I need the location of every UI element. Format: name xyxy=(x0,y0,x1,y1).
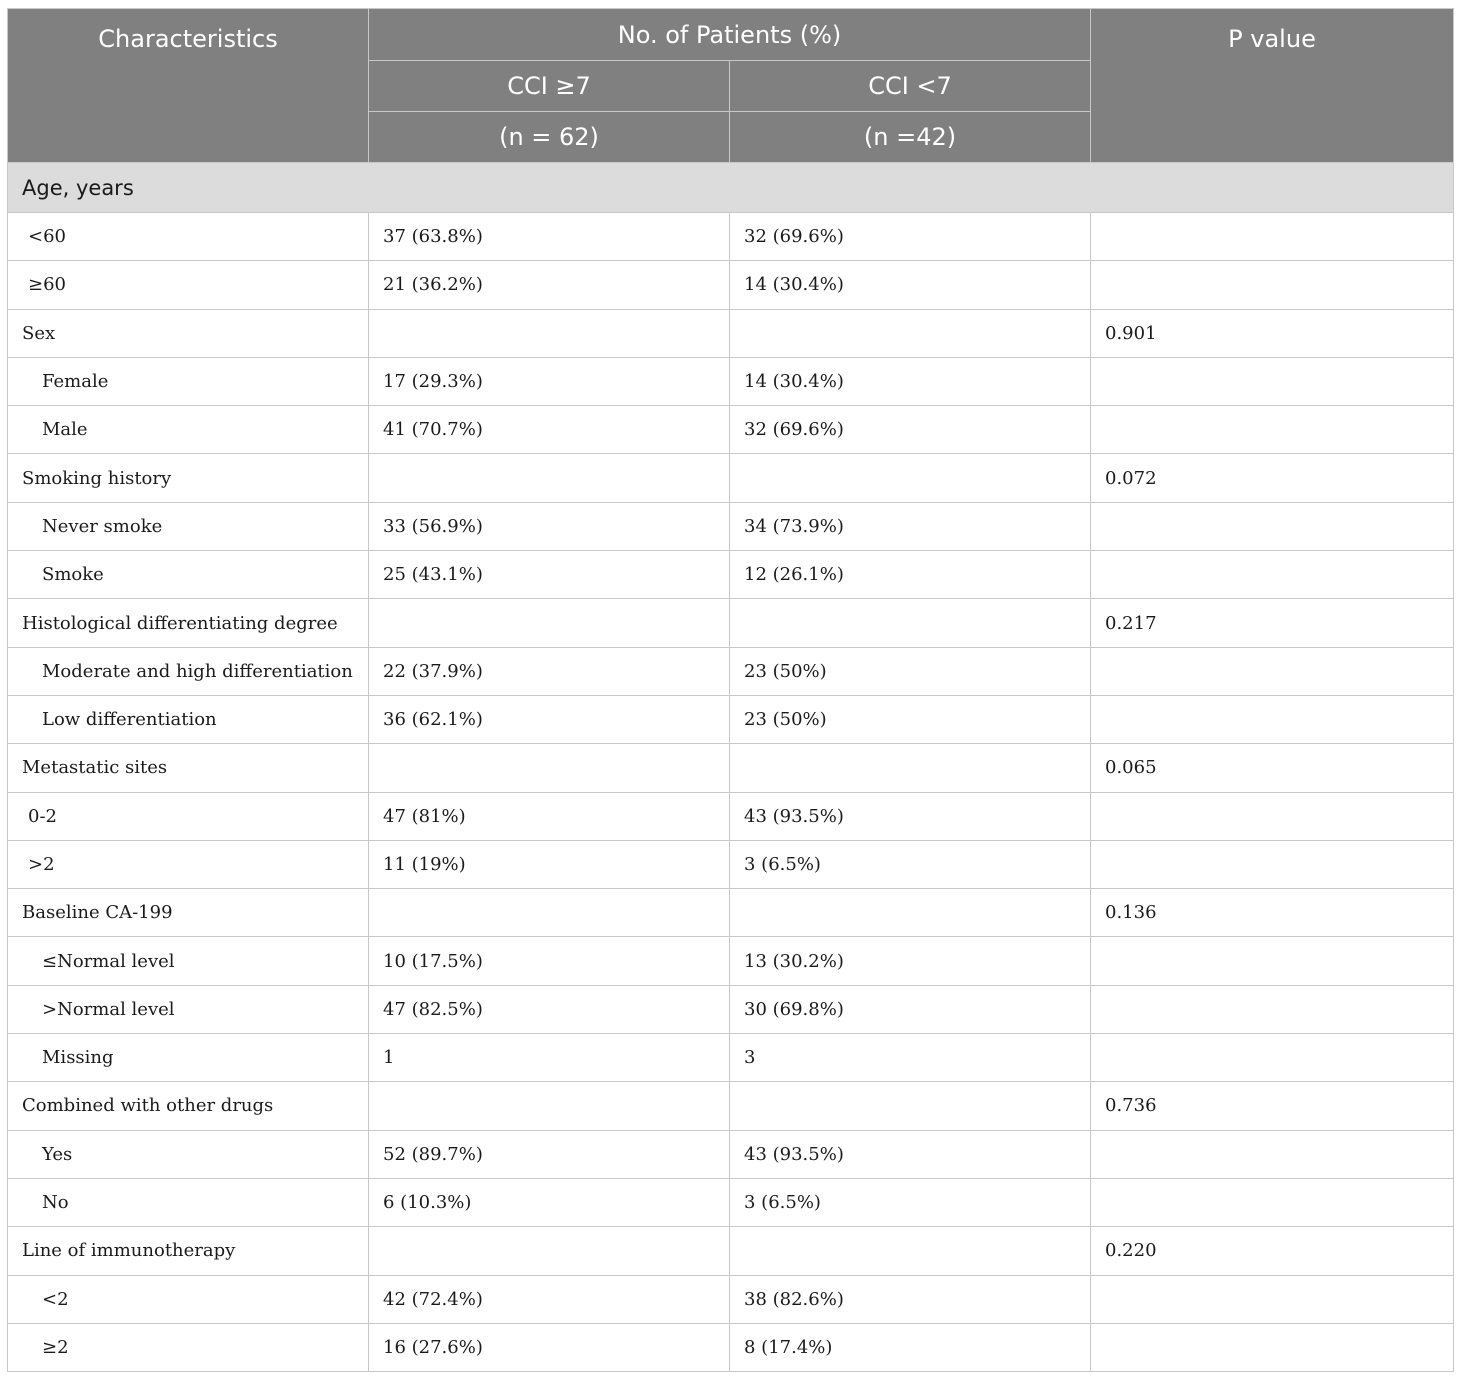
cell-pvalue xyxy=(1091,937,1454,985)
cell-cci-lt7 xyxy=(730,1082,1091,1130)
table-row xyxy=(8,454,1454,502)
cell-cci-ge7: 17 (29.3%) xyxy=(369,357,730,405)
row-label: Sex xyxy=(8,309,369,357)
cell-pvalue: 0.072 xyxy=(1091,454,1454,502)
cell-pvalue xyxy=(1091,406,1454,454)
cell-pvalue: 0.901 xyxy=(1091,309,1454,357)
cell-cci-lt7: 3 (6.5%) xyxy=(730,840,1091,888)
cell-pvalue xyxy=(1091,647,1454,695)
cell-cci-lt7: 8 (17.4%) xyxy=(730,1323,1091,1371)
row-label: Never smoke xyxy=(8,502,369,550)
cell-cci-ge7 xyxy=(369,744,730,792)
table-header xyxy=(8,9,1454,163)
cell-cci-ge7 xyxy=(369,1227,730,1275)
cell-cci-lt7 xyxy=(730,744,1091,792)
row-label: Smoke xyxy=(8,551,369,599)
table-row xyxy=(8,744,1454,792)
row-label: >Normal level xyxy=(8,985,369,1033)
cell-pvalue: 0.136 xyxy=(1091,889,1454,937)
cell-cci-ge7: 11 (19%) xyxy=(369,840,730,888)
table-row xyxy=(8,889,1454,937)
row-label: Female xyxy=(8,357,369,405)
table-row xyxy=(8,937,1454,985)
cell-cci-ge7 xyxy=(369,599,730,647)
table-row xyxy=(8,647,1454,695)
cell-pvalue: 0.736 xyxy=(1091,1082,1454,1130)
table-row xyxy=(8,1130,1454,1178)
header-n-group1: (n = 62) xyxy=(369,112,730,163)
cell-cci-lt7: 13 (30.2%) xyxy=(730,937,1091,985)
cell-pvalue xyxy=(1091,1323,1454,1371)
cell-pvalue xyxy=(1091,985,1454,1033)
header-n-group2: (n =42) xyxy=(730,112,1091,163)
section-row-age xyxy=(8,163,1454,213)
row-label: Smoking history xyxy=(8,454,369,502)
table-row xyxy=(8,357,1454,405)
patient-characteristics-table xyxy=(7,8,1454,1372)
cell-cci-lt7: 38 (82.6%) xyxy=(730,1275,1091,1323)
table-row xyxy=(8,502,1454,550)
cell-cci-lt7: 3 xyxy=(730,1034,1091,1082)
row-label: Line of immunotherapy xyxy=(8,1227,369,1275)
header-pvalue: P value xyxy=(1091,9,1454,163)
cell-pvalue xyxy=(1091,1130,1454,1178)
row-label: Male xyxy=(8,406,369,454)
header-group-cci-lt7: CCI <7 xyxy=(730,61,1091,112)
cell-cci-ge7: 33 (56.9%) xyxy=(369,502,730,550)
cell-pvalue xyxy=(1091,1178,1454,1226)
row-label: ≥2 xyxy=(8,1323,369,1371)
table-row xyxy=(8,695,1454,743)
cell-cci-lt7 xyxy=(730,454,1091,502)
table-row xyxy=(8,1227,1454,1275)
cell-cci-ge7: 36 (62.1%) xyxy=(369,695,730,743)
row-label: Low differentiation xyxy=(8,695,369,743)
cell-cci-ge7: 21 (36.2%) xyxy=(369,261,730,309)
row-label: Histological differentiating degree xyxy=(8,599,369,647)
cell-cci-lt7 xyxy=(730,1227,1091,1275)
cell-pvalue xyxy=(1091,792,1454,840)
cell-cci-lt7: 14 (30.4%) xyxy=(730,357,1091,405)
table-body xyxy=(8,163,1454,1372)
table-row xyxy=(8,261,1454,309)
cell-cci-lt7: 23 (50%) xyxy=(730,647,1091,695)
cell-cci-lt7: 14 (30.4%) xyxy=(730,261,1091,309)
row-label: ≥60 xyxy=(8,261,369,309)
header-characteristics: Characteristics xyxy=(8,9,369,163)
cell-pvalue xyxy=(1091,261,1454,309)
cell-cci-ge7 xyxy=(369,309,730,357)
table-row xyxy=(8,406,1454,454)
cell-pvalue: 0.217 xyxy=(1091,599,1454,647)
cell-pvalue xyxy=(1091,357,1454,405)
table-row xyxy=(8,599,1454,647)
cell-cci-ge7: 6 (10.3%) xyxy=(369,1178,730,1226)
cell-cci-lt7: 32 (69.6%) xyxy=(730,213,1091,261)
cell-pvalue xyxy=(1091,213,1454,261)
cell-cci-lt7: 32 (69.6%) xyxy=(730,406,1091,454)
table-row xyxy=(8,309,1454,357)
cell-cci-ge7: 22 (37.9%) xyxy=(369,647,730,695)
cell-pvalue: 0.220 xyxy=(1091,1227,1454,1275)
row-label: <60 xyxy=(8,213,369,261)
cell-cci-ge7: 47 (82.5%) xyxy=(369,985,730,1033)
table-row xyxy=(8,840,1454,888)
row-label: Metastatic sites xyxy=(8,744,369,792)
cell-cci-ge7: 16 (27.6%) xyxy=(369,1323,730,1371)
table-row xyxy=(8,1323,1454,1371)
cell-pvalue: 0.065 xyxy=(1091,744,1454,792)
cell-cci-ge7: 1 xyxy=(369,1034,730,1082)
row-label: 0-2 xyxy=(8,792,369,840)
cell-cci-lt7: 30 (69.8%) xyxy=(730,985,1091,1033)
section-label: Age, years xyxy=(8,163,1454,213)
cell-cci-ge7: 52 (89.7%) xyxy=(369,1130,730,1178)
row-label: Yes xyxy=(8,1130,369,1178)
cell-cci-lt7: 43 (93.5%) xyxy=(730,1130,1091,1178)
table-row xyxy=(8,985,1454,1033)
table-row xyxy=(8,551,1454,599)
cell-cci-ge7 xyxy=(369,889,730,937)
table-row xyxy=(8,1275,1454,1323)
cell-cci-lt7 xyxy=(730,309,1091,357)
cell-cci-ge7: 47 (81%) xyxy=(369,792,730,840)
cell-cci-lt7: 23 (50%) xyxy=(730,695,1091,743)
table-row xyxy=(8,1082,1454,1130)
cell-pvalue xyxy=(1091,1275,1454,1323)
header-patients: No. of Patients (%) xyxy=(369,9,1091,61)
table-row xyxy=(8,213,1454,261)
row-label: Combined with other drugs xyxy=(8,1082,369,1130)
cell-pvalue xyxy=(1091,695,1454,743)
cell-cci-lt7 xyxy=(730,599,1091,647)
row-label: >2 xyxy=(8,840,369,888)
table-row xyxy=(8,1034,1454,1082)
row-label: ≤Normal level xyxy=(8,937,369,985)
cell-cci-ge7: 42 (72.4%) xyxy=(369,1275,730,1323)
cell-cci-ge7: 37 (63.8%) xyxy=(369,213,730,261)
cell-cci-lt7: 43 (93.5%) xyxy=(730,792,1091,840)
cell-cci-lt7: 3 (6.5%) xyxy=(730,1178,1091,1226)
cell-pvalue xyxy=(1091,840,1454,888)
cell-cci-ge7: 10 (17.5%) xyxy=(369,937,730,985)
header-group-cci-ge7: CCI ≥7 xyxy=(369,61,730,112)
cell-cci-lt7: 12 (26.1%) xyxy=(730,551,1091,599)
cell-pvalue xyxy=(1091,1034,1454,1082)
row-label: No xyxy=(8,1178,369,1226)
table-row xyxy=(8,792,1454,840)
row-label: Moderate and high differentiation xyxy=(8,647,369,695)
table-row xyxy=(8,1178,1454,1226)
cell-cci-ge7 xyxy=(369,1082,730,1130)
row-label: Baseline CA-199 xyxy=(8,889,369,937)
cell-pvalue xyxy=(1091,551,1454,599)
cell-cci-ge7: 41 (70.7%) xyxy=(369,406,730,454)
cell-cci-ge7 xyxy=(369,454,730,502)
cell-cci-ge7: 25 (43.1%) xyxy=(369,551,730,599)
row-label: Missing xyxy=(8,1034,369,1082)
cell-pvalue xyxy=(1091,502,1454,550)
row-label: <2 xyxy=(8,1275,369,1323)
cell-cci-lt7 xyxy=(730,889,1091,937)
cell-cci-lt7: 34 (73.9%) xyxy=(730,502,1091,550)
